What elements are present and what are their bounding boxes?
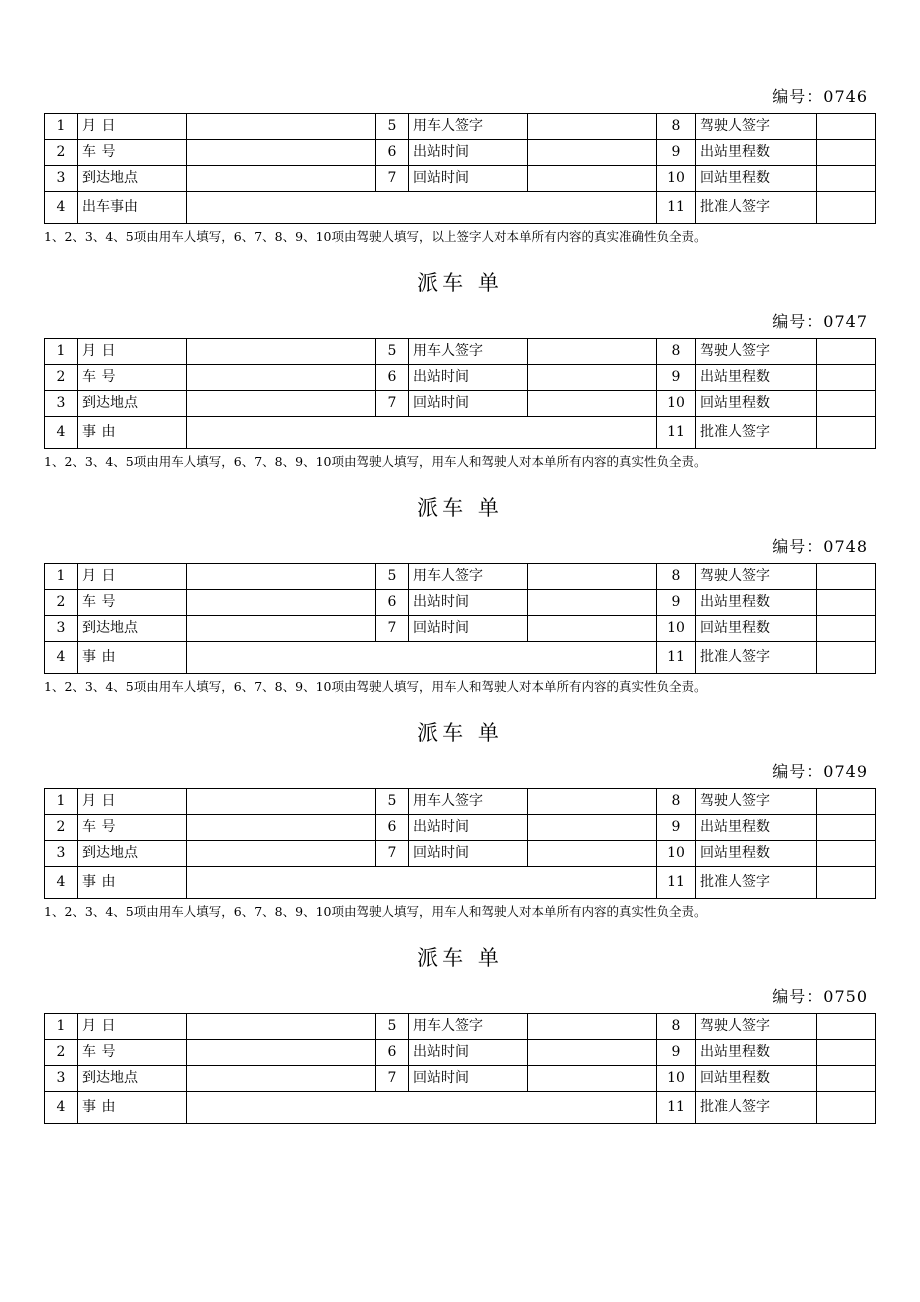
label-plate: 车 号 (78, 815, 187, 841)
value-reason[interactable] (187, 1092, 657, 1124)
label-user-sign: 用车人签字 (409, 789, 528, 815)
value-driver-sign[interactable] (817, 564, 876, 590)
serial-value: 0746 (823, 87, 868, 106)
label-depart-time: 出站时间 (409, 365, 528, 391)
row-number: 10 (657, 391, 696, 417)
row-number: 9 (657, 590, 696, 616)
row-number: 6 (376, 590, 409, 616)
row-number: 6 (376, 365, 409, 391)
row-number: 8 (657, 114, 696, 140)
label-return-time: 回站时间 (409, 166, 528, 192)
value-arrival[interactable] (187, 391, 376, 417)
row-number: 2 (45, 140, 78, 166)
row-number: 3 (45, 616, 78, 642)
row-number: 3 (45, 841, 78, 867)
label-return-time: 回站时间 (409, 616, 528, 642)
row-number: 6 (376, 140, 409, 166)
label-return-mileage: 回站里程数 (696, 391, 817, 417)
label-return-time: 回站时间 (409, 841, 528, 867)
value-depart-time[interactable] (528, 590, 657, 616)
value-arrival[interactable] (187, 616, 376, 642)
row-number: 3 (45, 1066, 78, 1092)
row-number: 7 (376, 391, 409, 417)
label-depart-time: 出站时间 (409, 590, 528, 616)
row-number: 2 (45, 815, 78, 841)
label-depart-mileage: 出站里程数 (696, 1040, 817, 1066)
dispatch-table-2 (44, 338, 876, 449)
value-depart-time[interactable] (528, 365, 657, 391)
label-arrival: 到达地点 (78, 841, 187, 867)
row-number: 4 (45, 417, 78, 449)
value-return-time[interactable] (528, 1066, 657, 1092)
value-driver-sign[interactable] (817, 789, 876, 815)
row-number: 2 (45, 1040, 78, 1066)
value-plate[interactable] (187, 365, 376, 391)
label-return-mileage: 回站里程数 (696, 616, 817, 642)
table-row (45, 616, 876, 642)
label-user-sign: 用车人签字 (409, 339, 528, 365)
row-number: 7 (376, 616, 409, 642)
table-row (45, 642, 876, 674)
label-date: 月 日 (78, 1014, 187, 1040)
value-plate[interactable] (187, 590, 376, 616)
value-depart-time[interactable] (528, 1040, 657, 1066)
row-number: 6 (376, 815, 409, 841)
label-arrival: 到达地点 (78, 1066, 187, 1092)
row-number: 9 (657, 140, 696, 166)
label-depart-time: 出站时间 (409, 815, 528, 841)
value-return-mileage[interactable] (817, 1066, 876, 1092)
serial-number-1 (44, 84, 876, 107)
table-row (45, 166, 876, 192)
row-number: 7 (376, 841, 409, 867)
label-date: 月 日 (78, 564, 187, 590)
label-driver-sign: 驾驶人签字 (696, 339, 817, 365)
value-date[interactable] (187, 789, 376, 815)
label-driver-sign: 驾驶人签字 (696, 564, 817, 590)
value-approver-sign[interactable] (817, 1092, 876, 1124)
table-row (45, 417, 876, 449)
row-number: 5 (376, 564, 409, 590)
serial-number-4 (44, 759, 876, 782)
label-return-time: 回站时间 (409, 1066, 528, 1092)
row-number: 8 (657, 789, 696, 815)
label-approver-sign: 批准人签字 (696, 192, 817, 224)
row-number: 9 (657, 1040, 696, 1066)
value-date[interactable] (187, 1014, 376, 1040)
label-plate: 车 号 (78, 590, 187, 616)
table-row (45, 339, 876, 365)
value-user-sign[interactable] (528, 1014, 657, 1040)
label-reason: 事 由 (78, 1092, 187, 1124)
value-plate[interactable] (187, 140, 376, 166)
table-row (45, 1092, 876, 1124)
value-reason[interactable] (187, 867, 657, 899)
row-number: 3 (45, 391, 78, 417)
table-row (45, 114, 876, 140)
dispatch-table-4 (44, 788, 876, 899)
form-title: 派车 单 (417, 721, 503, 745)
table-row (45, 841, 876, 867)
table-row (45, 1066, 876, 1092)
label-driver-sign: 驾驶人签字 (696, 789, 817, 815)
value-driver-sign[interactable] (817, 114, 876, 140)
value-reason[interactable] (187, 417, 657, 449)
serial-prefix: 编号： (772, 762, 824, 781)
row-number: 11 (657, 192, 696, 224)
value-return-time[interactable] (528, 616, 657, 642)
row-number: 10 (657, 1066, 696, 1092)
row-number: 9 (657, 815, 696, 841)
serial-prefix: 编号： (772, 537, 824, 556)
value-approver-sign[interactable] (817, 642, 876, 674)
table-row (45, 1014, 876, 1040)
form-note: 1、2、3、4、5项由用车人填写，6、7、8、9、10项由驾驶人填写，用车人和驾驶人对本单所有内容的真实性负全责。 (44, 904, 707, 919)
row-number: 6 (376, 1040, 409, 1066)
serial-value: 0749 (823, 762, 868, 781)
row-number: 5 (376, 1014, 409, 1040)
label-return-mileage: 回站里程数 (696, 166, 817, 192)
dispatch-table-3 (44, 563, 876, 674)
row-number: 9 (657, 365, 696, 391)
dispatch-form-2 (44, 267, 876, 470)
value-date[interactable] (187, 339, 376, 365)
value-return-mileage[interactable] (817, 616, 876, 642)
label-depart-mileage: 出站里程数 (696, 365, 817, 391)
dispatch-table-1 (44, 113, 876, 224)
form-note: 1、2、3、4、5项由用车人填写，6、7、8、9、10项由驾驶人填写，用车人和驾驶人对本单所有内容的真实性负全责。 (44, 454, 707, 469)
value-reason[interactable] (187, 192, 657, 224)
value-return-time[interactable] (528, 391, 657, 417)
form-note: 1、2、3、4、5项由用车人填写，6、7、8、9、10项由驾驶人填写，用车人和驾驶人对本单所有内容的真实性负全责。 (44, 679, 707, 694)
row-number: 4 (45, 1092, 78, 1124)
value-user-sign[interactable] (528, 564, 657, 590)
row-number: 4 (45, 642, 78, 674)
value-reason[interactable] (187, 642, 657, 674)
label-return-mileage: 回站里程数 (696, 841, 817, 867)
row-number: 5 (376, 339, 409, 365)
table-row (45, 391, 876, 417)
dispatch-form-1 (44, 84, 876, 245)
value-depart-mileage[interactable] (817, 815, 876, 841)
label-date: 月 日 (78, 114, 187, 140)
form-title: 派车 单 (417, 496, 503, 520)
label-depart-mileage: 出站里程数 (696, 590, 817, 616)
serial-prefix: 编号： (772, 312, 824, 331)
table-row (45, 365, 876, 391)
row-number: 11 (657, 867, 696, 899)
table-row (45, 1040, 876, 1066)
value-depart-mileage[interactable] (817, 140, 876, 166)
label-approver-sign: 批准人签字 (696, 642, 817, 674)
label-arrival: 到达地点 (78, 616, 187, 642)
serial-value: 0747 (823, 312, 868, 331)
value-return-time[interactable] (528, 841, 657, 867)
value-depart-mileage[interactable] (817, 590, 876, 616)
label-plate: 车 号 (78, 140, 187, 166)
value-depart-mileage[interactable] (817, 365, 876, 391)
label-depart-time: 出站时间 (409, 140, 528, 166)
label-plate: 车 号 (78, 1040, 187, 1066)
value-approver-sign[interactable] (817, 867, 876, 899)
label-approver-sign: 批准人签字 (696, 1092, 817, 1124)
dispatch-form-5 (44, 942, 876, 1124)
label-arrival: 到达地点 (78, 166, 187, 192)
value-driver-sign[interactable] (817, 339, 876, 365)
label-arrival: 到达地点 (78, 391, 187, 417)
table-row (45, 590, 876, 616)
label-approver-sign: 批准人签字 (696, 417, 817, 449)
row-number: 1 (45, 114, 78, 140)
table-row (45, 192, 876, 224)
label-driver-sign: 驾驶人签字 (696, 1014, 817, 1040)
label-date: 月 日 (78, 339, 187, 365)
label-user-sign: 用车人签字 (409, 564, 528, 590)
row-number: 7 (376, 1066, 409, 1092)
value-return-time[interactable] (528, 166, 657, 192)
row-number: 8 (657, 339, 696, 365)
table-row (45, 867, 876, 899)
value-arrival[interactable] (187, 166, 376, 192)
value-plate[interactable] (187, 1040, 376, 1066)
serial-prefix: 编号： (772, 87, 824, 106)
row-number: 5 (376, 789, 409, 815)
label-driver-sign: 驾驶人签字 (696, 114, 817, 140)
label-return-time: 回站时间 (409, 391, 528, 417)
dispatch-table-5 (44, 1013, 876, 1124)
table-row (45, 789, 876, 815)
value-driver-sign[interactable] (817, 1014, 876, 1040)
table-row (45, 564, 876, 590)
dispatch-form-4 (44, 717, 876, 920)
form-title: 派车 单 (417, 946, 503, 970)
dispatch-form-3 (44, 492, 876, 695)
row-number: 10 (657, 616, 696, 642)
row-number: 1 (45, 339, 78, 365)
value-plate[interactable] (187, 815, 376, 841)
table-row (45, 140, 876, 166)
form-note: 1、2、3、4、5项由用车人填写，6、7、8、9、10项由驾驶人填写，以上签字人对本单所有内容的真实准确性负全责。 (44, 229, 707, 244)
value-depart-time[interactable] (528, 815, 657, 841)
value-depart-mileage[interactable] (817, 1040, 876, 1066)
value-depart-time[interactable] (528, 140, 657, 166)
label-date: 月 日 (78, 789, 187, 815)
row-number: 11 (657, 417, 696, 449)
label-approver-sign: 批准人签字 (696, 867, 817, 899)
row-number: 1 (45, 1014, 78, 1040)
serial-value: 0748 (823, 537, 868, 556)
value-user-sign[interactable] (528, 114, 657, 140)
serial-prefix: 编号： (772, 987, 824, 1006)
row-number: 10 (657, 166, 696, 192)
row-number: 1 (45, 789, 78, 815)
serial-number-2 (44, 309, 876, 332)
value-arrival[interactable] (187, 1066, 376, 1092)
label-reason: 事 由 (78, 867, 187, 899)
table-row (45, 815, 876, 841)
row-number: 2 (45, 365, 78, 391)
value-arrival[interactable] (187, 841, 376, 867)
label-user-sign: 用车人签字 (409, 1014, 528, 1040)
row-number: 1 (45, 564, 78, 590)
value-return-mileage[interactable] (817, 841, 876, 867)
label-depart-mileage: 出站里程数 (696, 140, 817, 166)
serial-number-3 (44, 534, 876, 557)
value-approver-sign[interactable] (817, 192, 876, 224)
value-date[interactable] (187, 564, 376, 590)
serial-number-5 (44, 984, 876, 1007)
serial-value: 0750 (823, 987, 868, 1006)
form-title: 派车 单 (417, 271, 503, 295)
label-plate: 车 号 (78, 365, 187, 391)
row-number: 10 (657, 841, 696, 867)
label-depart-time: 出站时间 (409, 1040, 528, 1066)
label-depart-mileage: 出站里程数 (696, 815, 817, 841)
label-return-mileage: 回站里程数 (696, 1066, 817, 1092)
row-number: 11 (657, 642, 696, 674)
label-user-sign: 用车人签字 (409, 114, 528, 140)
row-number: 8 (657, 564, 696, 590)
value-user-sign[interactable] (528, 789, 657, 815)
row-number: 5 (376, 114, 409, 140)
row-number: 4 (45, 867, 78, 899)
row-number: 7 (376, 166, 409, 192)
row-number: 11 (657, 1092, 696, 1124)
row-number: 3 (45, 166, 78, 192)
row-number: 4 (45, 192, 78, 224)
row-number: 8 (657, 1014, 696, 1040)
label-reason: 事 由 (78, 417, 187, 449)
label-reason: 出车事由 (78, 192, 187, 224)
value-return-mileage[interactable] (817, 166, 876, 192)
label-reason: 事 由 (78, 642, 187, 674)
value-approver-sign[interactable] (817, 417, 876, 449)
value-return-mileage[interactable] (817, 391, 876, 417)
row-number: 2 (45, 590, 78, 616)
value-user-sign[interactable] (528, 339, 657, 365)
value-date[interactable] (187, 114, 376, 140)
